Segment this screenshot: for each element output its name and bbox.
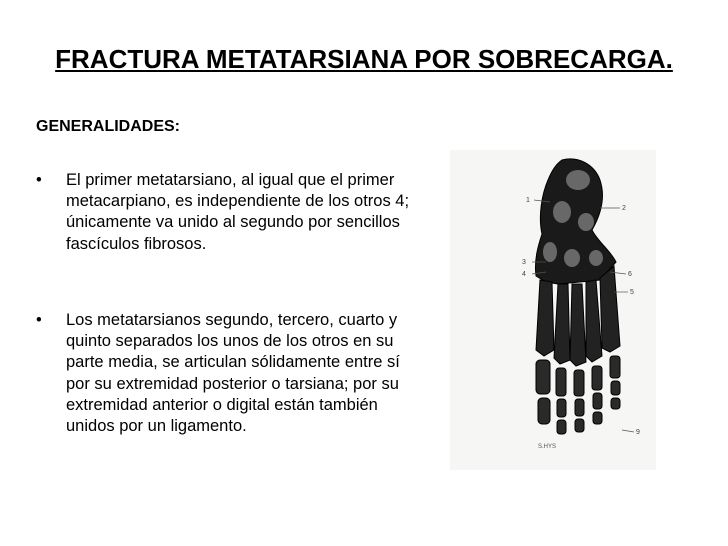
svg-text:S.HYS: S.HYS: [538, 444, 557, 450]
bullet-marker: •: [36, 171, 42, 189]
svg-text:3: 3: [522, 259, 526, 266]
foot-bones-illustration: [450, 150, 656, 470]
svg-text:6: 6: [628, 271, 632, 278]
svg-text:1: 1: [526, 197, 530, 204]
foot-bones-illustration-icon: [450, 150, 656, 470]
slide-title: FRACTURA METATARSIANA POR SOBRECARGA.: [55, 44, 673, 74]
svg-text:5: 5: [630, 289, 634, 296]
svg-text:4: 4: [522, 271, 526, 278]
svg-text:9: 9: [636, 429, 640, 436]
bullet-item: [36, 310, 416, 490]
bullet-text: Los metatarsianos segundo, tercero, cuarto y quinto separados los unos de los otros en su parte media, se articulan sólidamente entre sí por su extremidad posterior o tarsiana; por su extremidad anterior o digital están también unidos por un ligamento.: [66, 311, 400, 436]
bullet-text: El primer metatarsiano, al igual que el primer metacarpiano, es independiente de los otros 4; únicamente va unido al segundo por sencillos fascículos fibrosos.: [66, 171, 410, 253]
section-heading: GENERALIDADES:: [36, 118, 181, 135]
svg-text:2: 2: [622, 205, 626, 212]
bullet-marker: •: [36, 311, 42, 329]
bullet-item: [36, 170, 416, 280]
